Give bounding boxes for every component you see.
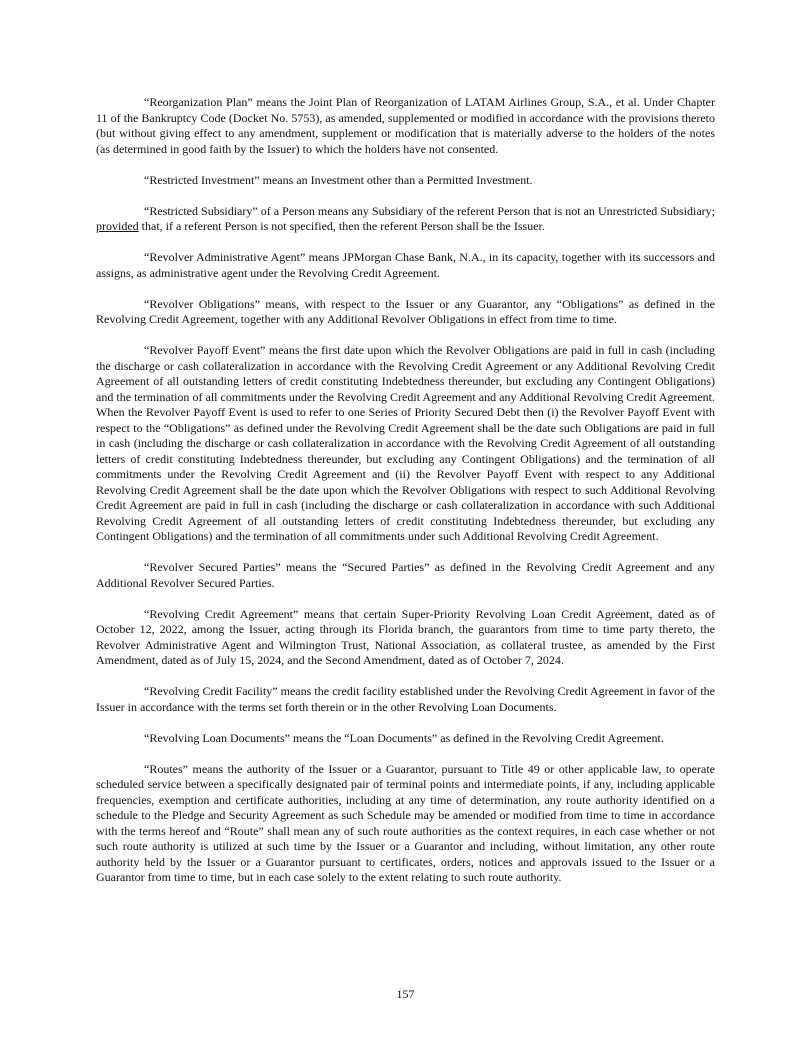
page-number: 157 [396, 987, 415, 1001]
definition-revolving-loan-documents: “Revolving Loan Documents” means the “Loan Documents” as defined in the Revolving Credit Agreement. [144, 730, 664, 745]
definition-revolver-administrative-agent: “Revolver Administrative Agent” means JPMorgan Chase Bank, N.A., in its capacity, together with its successors and assigns, as administrative agent under the Revolving Credit Agreement. [96, 250, 715, 280]
definition-revolver-payoff-event: “Revolver Payoff Event” means the first date upon which the Revolver Obligations are paid in full in cash (including the discharge or cash collateralization in accordance with the Revolving Credit Agreement or any Additional Revolving Credit Agreement of all outstanding letters of credit constituting Indebtedness thereunder, but excluding any Contingent Obligations) and the termination of all commitments under the Revolving Credit Agreement and any Additional Revolving Credit Agreement. When the Revolver Payoff Event is used to refer to one Series of Priority Secured Debt then (i) the Revolver Payoff Event with respect to the “Obligations” as defined under the Revolving Credit Agreement shall be the date such Obligations are paid in full in cash (including the discharge or cash collateralization in accordance with the Revolving Credit Agreement of all outstanding letters of credit constituting Indebtedness thereunder, but excluding any Contingent Obligations) and the termination of all commitments under the Revolving Credit Agreement and (ii) the Revolver Payoff Event with respect to any Additional Revolving Credit Agreement shall be the date upon which the Revolver Obligations with respect to such Additional Revolving Credit Agreement are paid in full in cash (including the discharge or cash collateralization in accordance with such Additional Revolving Credit Agreement of all outstanding letters of credit constituting Indebtedness thereunder, but excluding any Contingent Obligations) and the termination of all commitments under such Additional Revolving Credit Agreement. [96, 343, 715, 543]
definition-revolver-secured-parties: “Revolver Secured Parties” means the “Secured Parties” as defined in the Revolving Credit Agreement and any Additional Revolver Secured Parties. [96, 560, 715, 590]
definition-revolver-obligations: “Revolver Obligations” means, with respect to the Issuer or any Guarantor, any “Obligations” as defined in the Revolving Credit Agreement, together with any Additional Revolver Obligations in effect from time to time. [96, 296, 715, 326]
definition-routes: “Routes” means the authority of the Issuer or a Guarantor, pursuant to Title 49 or other applicable law, to operate scheduled service between a specifically designated pair of terminal points and intermediate points, if any, including applicable frequencies, exemption and certificate authorities, including at any time of determination, any route authority identified on a schedule to the Pledge and Security Agreement as such Schedule may be amended or modified from time to time in accordance with the terms hereof and “Route” shall mean any of such route authorities as the context requires, in each case whether or not such route authority is utilized at such time by the Issuer or a Guarantor and including, without limitation, any other route authority held by the Issuer or a Guarantor pursuant to certificates, orders, notices and approvals issued to the Issuer or a Guarantor from time to time, but in each case solely to the extent relating to such route authority. [96, 761, 715, 884]
definition-text: “Restricted Subsidiary” of a Person means any Subsidiary of the referent Person that is not an Unrestricted Subsidiary; [144, 203, 715, 218]
document-page [96, 95, 715, 901]
definition-revolving-credit-facility: “Revolving Credit Facility” means the credit facility established under the Revolving Credit Agreement in favor of the Issuer in accordance with the terms set forth therein or in the other Revolving Loan Documents. [96, 684, 715, 714]
definition-restricted-investment: “Restricted Investment” means an Investment other than a Permitted Investment. [144, 172, 533, 187]
definition-reorganization-plan: “Reorganization Plan” means the Joint Plan of Reorganization of LATAM Airlines Group, S.A., et al. Under Chapter 11 of the Bankruptcy Code (Docket No. 5753), as amended, supplemented or modified in accordance with the provisions thereto (but without giving effect to any amendment, supplement or modification that is materially adverse to the holders of the notes (as determined in good faith by the Issuer) to which the holders have not consented. [96, 95, 715, 156]
underlined-term: provided [96, 219, 139, 233]
definition-revolving-credit-agreement: “Revolving Credit Agreement” means that certain Super-Priority Revolving Loan Credit Agreement, dated as of October 12, 2022, among the Issuer, acting through its Florida branch, the guarantors from time to time party thereto, the Revolver Administrative Agent and Wilmington Trust, National Association, as collateral trustee, as amended by the First Amendment, dated as of July 15, 2024, and the Second Amendment, dated as of October 7, 2024. [96, 606, 715, 667]
definition-restricted-subsidiary [96, 204, 715, 235]
definition-text: that, if a referent Person is not specified, then the referent Person shall be the Issuer. [138, 219, 545, 233]
